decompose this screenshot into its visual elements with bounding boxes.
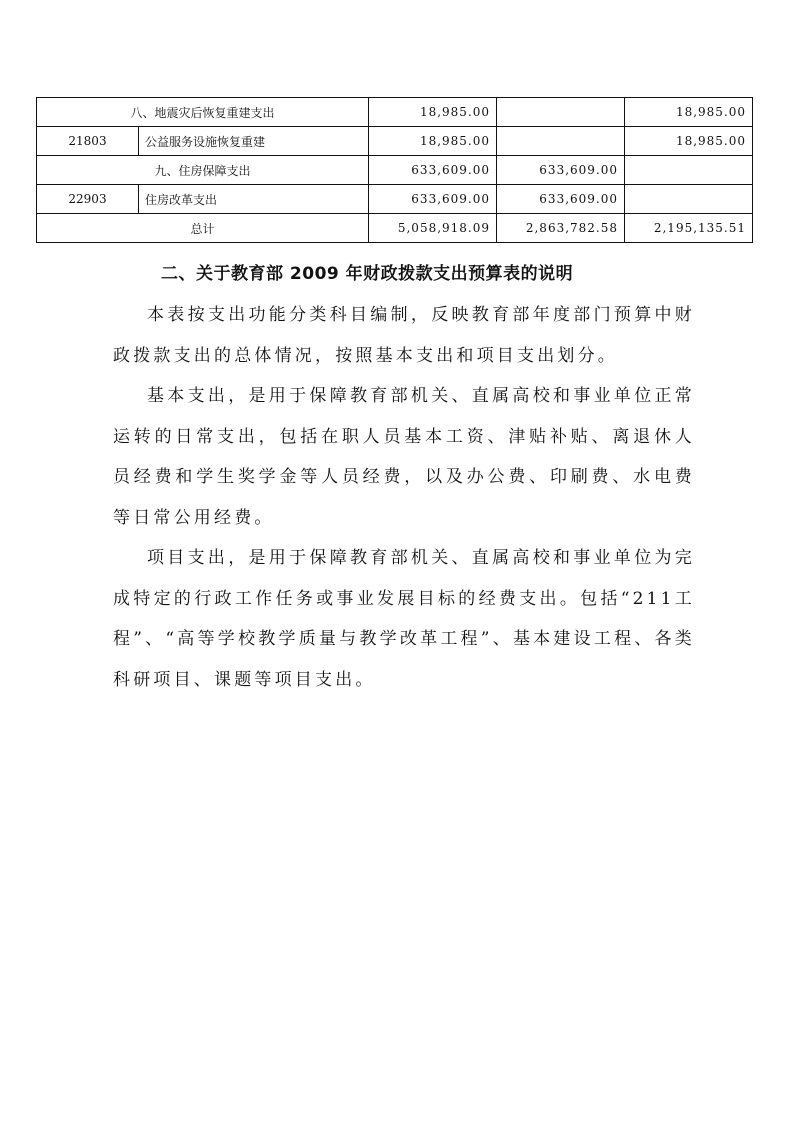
table-row (37, 98, 753, 127)
subject-code: 22903 (37, 185, 139, 214)
total-amount: 18,985.00 (369, 98, 497, 127)
total-amount: 633,609.00 (369, 156, 497, 185)
paragraph: 本表按支出功能分类科目编制，反映教育部年度部门预算中财政拨款支出的总体情况，按照基本支出和项目支出划分。 (113, 305, 695, 366)
basic-amount: 633,609.00 (497, 185, 625, 214)
basic-amount (497, 98, 625, 127)
project-amount (625, 185, 753, 214)
subject-name: 住房改革支出 (139, 185, 369, 214)
budget-table (36, 97, 753, 243)
subject-code: 21803 (37, 127, 139, 156)
paragraph: 项目支出，是用于保障教育部机关、直属高校和事业单位为完成特定的行政工作任务或事业发展目标的经费支出。包括“211工程”、“高等学校教学质量与教学改革工程”、基本建设工程、各类科研项目、课题等项目支出。 (113, 548, 695, 690)
category-label: 八、地震灾后恢复重建支出 (37, 98, 369, 127)
table-row (37, 156, 753, 185)
section-heading: 二、关于教育部 2009 年财政拨款支出预算表的说明 (161, 264, 574, 284)
project-amount (625, 156, 753, 185)
table-row (37, 214, 753, 243)
project-amount: 2,195,135.51 (625, 214, 753, 243)
subject-name: 公益服务设施恢复重建 (139, 127, 369, 156)
basic-amount: 633,609.00 (497, 156, 625, 185)
total-amount: 5,058,918.09 (369, 214, 497, 243)
paragraph: 基本支出，是用于保障教育部机关、直属高校和事业单位正常运转的日常支出，包括在职人员基本工资、津贴补贴、离退休人员经费和学生奖学金等人员经费，以及办公费、印刷费、水电费等日常公用经费。 (113, 386, 695, 528)
category-label: 九、住房保障支出 (37, 156, 369, 185)
basic-amount (497, 127, 625, 156)
project-amount: 18,985.00 (625, 127, 753, 156)
total-amount: 633,609.00 (369, 185, 497, 214)
grand-total-label: 总计 (37, 214, 369, 243)
table-row (37, 127, 753, 156)
total-amount: 18,985.00 (369, 127, 497, 156)
basic-amount: 2,863,782.58 (497, 214, 625, 243)
table-row (37, 185, 753, 214)
project-amount: 18,985.00 (625, 98, 753, 127)
